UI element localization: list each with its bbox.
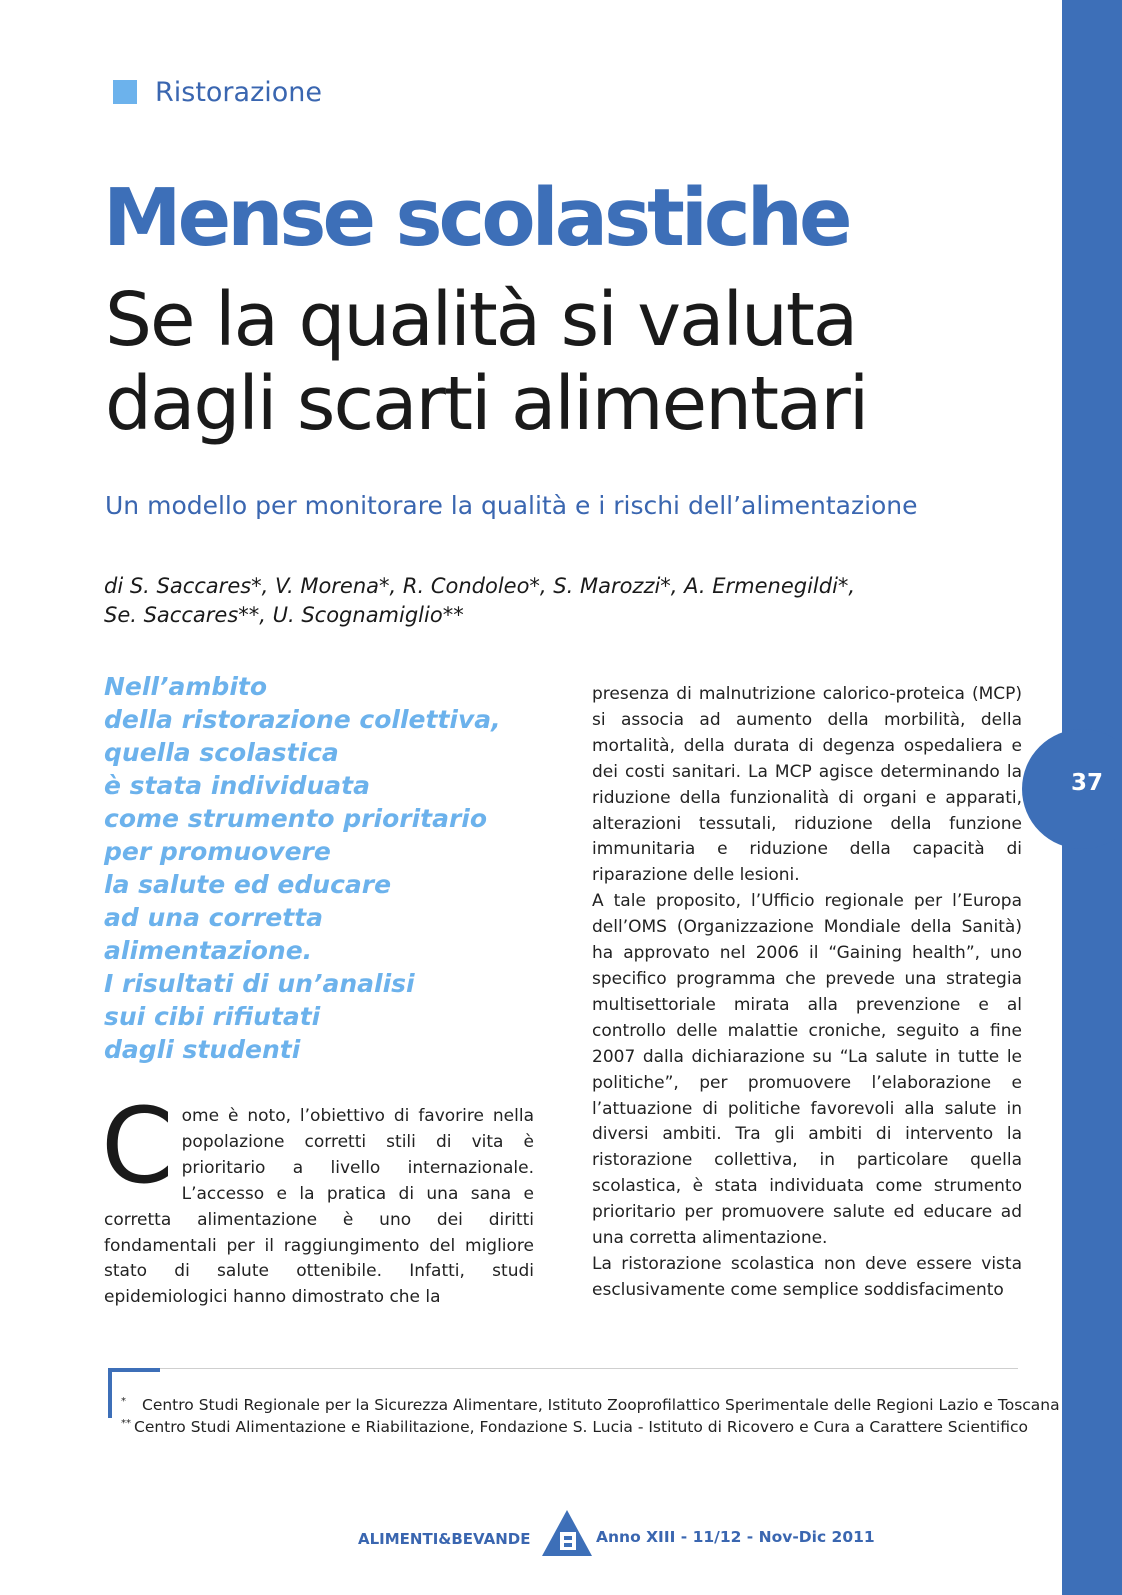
issue-info: Anno XIII - 11/12 - Nov-Dic 2011 — [596, 1528, 875, 1546]
footnote — [121, 1418, 1028, 1436]
lead-line: ad una corretta — [104, 903, 324, 932]
article-title: Mense scolastiche — [103, 172, 849, 264]
body-paragraph — [101, 1085, 534, 1311]
lead-line: per promuovere — [104, 837, 331, 866]
body-paragraph: presenza di malnutrizione calorico-proteica (MCP) si associa ad aumento della morbilità, della mortalità, della durata di degenza ospedaliera e dei costi sanitari. La MCP agisce determinando la riduzione della funzionalità di organi e apparati, alterazioni tessutali, riduzione della funzione immunitaria e riduzione della capacità di riparazione delle lesioni. — [592, 684, 1022, 886]
footnote-divider — [108, 1368, 1018, 1369]
drop-cap: C — [101, 1085, 174, 1207]
authors-line: di S. Saccares*, V. Morena*, R. Condoleo*, S. Marozzi*, A. Ermenegildi*, — [104, 574, 856, 598]
lead-paragraph — [104, 670, 501, 1066]
article-tagline: Un modello per monitorare la qualità e i rischi dell’alimentazione — [105, 491, 918, 520]
authors-line: Se. Saccares**, U. Scognamiglio** — [104, 603, 464, 627]
lead-line: è stata individuata — [104, 771, 370, 800]
lead-line: Nell’ambito — [104, 672, 268, 701]
body-paragraph: La ristorazione scolastica non deve essere vista esclusivamente come semplice soddisfacimento — [592, 1253, 1022, 1300]
lead-line: quella scolastica — [104, 738, 339, 767]
lead-line: la salute ed educare — [104, 870, 392, 899]
lead-line: sui cibi rifiutati — [104, 1002, 321, 1031]
article-subtitle — [105, 278, 867, 446]
footnote-text: Centro Studi Alimentazione e Riabilitazione, Fondazione S. Lucia - Istituto di Ricovero e Cura a Carattere Scientifico — [134, 1418, 1028, 1436]
section-header — [113, 72, 322, 112]
section-label: Ristorazione — [155, 76, 322, 108]
subtitle-line: dagli scarti alimentari — [105, 361, 868, 447]
lead-line: come strumento prioritario — [104, 804, 488, 833]
body-text: ome è noto, l’obiettivo di favorire nella popolazione corretti stili di vita è prioritario a livello internazionale. L’accesso e la pratica di una sana e corretta alimentazione è uno dei diritti fondamentali per il raggiungimento del migliore stato di salute ottenibile. Infatti, studi epidemiologici hanno dimostrato che la — [104, 1106, 534, 1308]
magazine-name: ALIMENTI&BEVANDE — [358, 1530, 531, 1548]
footnote-bracket-vertical — [108, 1368, 112, 1418]
authors — [104, 572, 855, 630]
body-paragraph: A tale proposito, l’Ufficio regionale per l’Europa dell’OMS (Organizzazione Mondiale della Sanità) ha approvato nel 2006 il “Gaining health”, uno specifico programma che prevede una strategia multisettoriale mirata alla prevenzione e al controllo delle malattie croniche, seguito a fine 2007 dalla dichiarazione su “La salute in tutte le politiche”, per promuovere l’elaborazione e l’attuazione di politiche favorevoli alla salute in diversi ambiti. Tra gli ambiti di intervento la ristorazione collettiva, in particolare quella scolastica, è stata individuata come strumento prioritario per promuovere salute ed educare ad una corretta alimentazione. — [592, 891, 1022, 1249]
body-column-left — [101, 1085, 534, 1311]
subtitle-line: Se la qualità si valuta — [105, 277, 857, 363]
footnote-mark: ** — [121, 1418, 131, 1429]
footnote — [121, 1396, 1060, 1414]
section-square-icon — [113, 80, 137, 104]
lead-line: della ristorazione collettiva, — [104, 705, 501, 734]
body-column-right — [592, 682, 1022, 1304]
magazine-logo-icon — [540, 1508, 594, 1558]
footnote-mark: * — [121, 1396, 126, 1407]
footnote-text: Centro Studi Regionale per la Sicurezza Alimentare, Istituto Zooprofilattico Sperimentale delle Regioni Lazio e Toscana — [142, 1396, 1060, 1414]
lead-line: alimentazione. — [104, 936, 313, 965]
page-number: 37 — [1070, 770, 1103, 796]
lead-line: I risultati di un’analisi — [104, 969, 415, 998]
lead-line: dagli studenti — [104, 1035, 301, 1064]
footnote-bracket-horizontal — [108, 1368, 160, 1372]
